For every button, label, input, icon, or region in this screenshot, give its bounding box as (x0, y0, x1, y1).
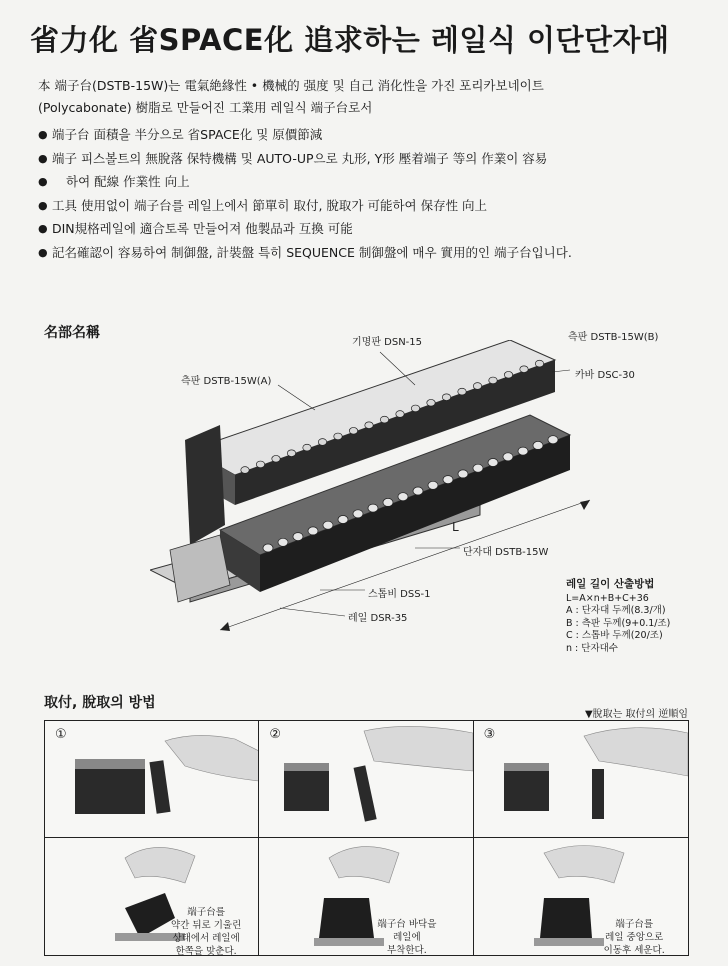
terminal-screw (504, 371, 512, 378)
feature-item: ● 工具 使用없이 端子台를 레일上에서 節單히 取付, 脫取가 可能하여 保存性 向上 (38, 194, 708, 218)
step-2-illustration (259, 721, 473, 837)
terminal-screw (334, 433, 342, 440)
terminal-screw (442, 394, 450, 401)
feature-item-continuation (38, 170, 708, 194)
terminal-screw (368, 504, 378, 512)
terminal-screw (338, 516, 348, 524)
formula-heading: 레일 길이 산출방법 (566, 578, 655, 590)
step-2-detail-illustration (259, 838, 473, 954)
terminal-screw (263, 544, 273, 552)
step-3-caption (604, 918, 665, 955)
formula-line: L=A×n+B+C+36 (566, 592, 649, 604)
terminal-screw (489, 377, 497, 384)
feature-item: ● 端子 피스볼트의 無脫落 保特機構 및 AUTO-UP으로 丸形, Y形 壓着端子 等의 作業이 容易 (38, 147, 708, 171)
terminal-screw (272, 455, 280, 462)
label-side-plate-a: 측판 DSTB-15W(A) (181, 376, 272, 387)
terminal-screw (365, 422, 373, 429)
feature-item: ● DIN規格레일에 適合토록 만들어져 他製品과 互換 可能 (38, 217, 708, 241)
caption-line: 한쪽을 맞춘다. (175, 946, 237, 955)
caption-line: 부착한다. (386, 945, 427, 955)
terminal-screw (473, 383, 481, 390)
caption-line: 端子台를 (615, 919, 654, 930)
step-detail-3 (474, 838, 688, 955)
step-1-illustration (45, 721, 259, 837)
feature-continuation-text: 하여 配線 作業性 向上 (66, 174, 190, 189)
terminal-screw (278, 538, 288, 546)
label-terminal-block: 단자대 DSTB-15W (463, 547, 549, 558)
terminal-screw (411, 405, 419, 412)
terminal-screw (518, 447, 528, 455)
terminal-screw (349, 427, 357, 434)
step-detail-2 (259, 838, 473, 955)
step-2-caption (377, 918, 436, 955)
terminal-screw (458, 470, 468, 478)
formula-line: C : 스톱바 두께(20/조) (566, 630, 663, 641)
formula-line: B : 측판 두께(9+0.1/조) (566, 617, 671, 629)
label-cover: 카바 DSC-30 (575, 370, 635, 381)
caption-line: 레일 중앙으로 (605, 932, 664, 943)
terminal-screw (308, 527, 318, 535)
terminal-screw (318, 439, 326, 446)
caption-line: 레일에 (393, 932, 421, 943)
caption-line: 端子台 바닥을 (377, 919, 437, 930)
step-detail-1 (45, 838, 259, 955)
caption-line: 이동후 세운다. (603, 945, 665, 955)
label-length: L (452, 520, 459, 534)
mount-steps-grid (44, 720, 689, 956)
terminal-screw (520, 366, 528, 373)
parts-heading: 名部名稱 (44, 325, 100, 341)
step-number: ③ (483, 727, 496, 742)
terminal-screw (488, 459, 498, 467)
terminal-screw (503, 453, 513, 461)
intro-paragraph (38, 75, 698, 119)
mount-note: ▼脫取는 取付의 逆順임 (584, 709, 688, 720)
terminal-screw (323, 521, 333, 529)
caption-line: 端子台를 (187, 907, 225, 918)
terminal-screw (396, 411, 404, 418)
terminal-screw (353, 510, 363, 518)
terminal-screw (380, 416, 388, 423)
caption-line: 상태에서 레일에 (172, 933, 240, 944)
step-1-caption (171, 906, 241, 955)
terminal-screw (427, 399, 435, 406)
terminal-screw (443, 476, 453, 484)
label-name-plate: 기명판 DSN-15 (352, 337, 423, 348)
terminal-screw (533, 441, 543, 449)
feature-item: ● 記名確認이 容易하여 制御盤, 計裝盤 특히 SEQUENCE 制御盤에 매우 實用的인 端子台입니다. (38, 241, 708, 265)
caption-line: 약간 뒤로 기울린 (171, 920, 242, 931)
terminal-screw (413, 487, 423, 495)
step-number: ① (55, 727, 67, 742)
label-rail: 레일 DSR-35 (348, 613, 408, 624)
terminal-screw (548, 436, 558, 444)
label-stopper: 스톱비 DSS-1 (368, 589, 431, 600)
terminal-screw (256, 461, 264, 468)
label-side-plate-b: 측판 DSTB-15W(B) (568, 332, 659, 343)
terminal-screw (293, 533, 303, 541)
intro-line: (Polycabonate) 樹脂로 만들어진 工業用 레일식 端子台로서 (38, 100, 373, 115)
terminal-screw (428, 481, 438, 489)
terminal-screw (287, 450, 295, 457)
terminal-screw (241, 467, 249, 474)
step-photo-3 (474, 721, 688, 838)
step-3-illustration (474, 721, 688, 837)
terminal-screw (398, 493, 408, 501)
step-number: ② (269, 727, 281, 742)
terminal-screw (473, 464, 483, 472)
step-photo-2 (259, 721, 473, 838)
formula-line: n : 단자대수 (566, 642, 618, 654)
terminal-screw (458, 388, 466, 395)
terminal-screw (383, 498, 393, 506)
formula-line: A : 단자대 두께(8.3/개) (566, 605, 666, 616)
feature-list (38, 123, 708, 264)
step-photo-1 (45, 721, 259, 838)
terminal-screw (535, 360, 543, 367)
page-title: 省力化 省SPACE化 追求하는 레일식 이단단자대 (30, 23, 670, 57)
feature-item: ● 端子台 面積을 半分으로 省SPACE化 및 原價節減 (38, 123, 708, 147)
intro-line: 本 端子台(DSTB-15W)는 電氣絶緣性 • 機械的 强度 및 自己 消化性을 가진 포리카보네이트 (38, 78, 544, 93)
rail-length-formula (566, 578, 670, 655)
terminal-screw (303, 444, 311, 451)
mount-heading: 取付, 脫取의 방법 (44, 695, 156, 711)
